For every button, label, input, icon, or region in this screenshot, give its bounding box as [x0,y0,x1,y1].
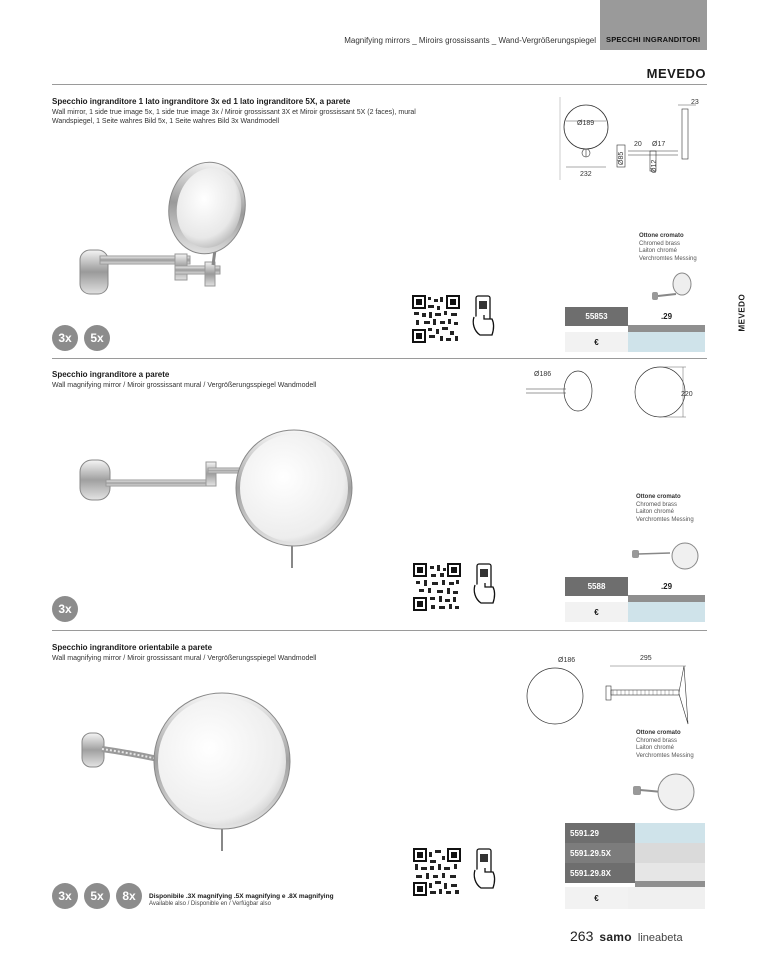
finish-thumbnail [632,772,696,814]
product-title: Specchio ingranditore a parete [52,370,170,379]
product-code: 5588 [565,577,628,596]
qr-code[interactable] [412,295,460,343]
price-currency: € [565,332,628,352]
technical-drawing [526,652,706,727]
product-description: Wall magnifying mirror / Miroir grossissant mural / Vergrößerungsspiegel Wandmodell [52,655,317,662]
svg-text:Ø186: Ø186 [534,371,552,378]
price-currency: € [565,887,628,909]
price-currency: € [565,602,628,622]
page-number: 263 [570,928,594,944]
breadcrumb: Magnifying mirrors _ Miroirs grossissants _ Wand-Vergrößerungspiegel [344,36,596,45]
price-cell [628,602,705,622]
price-cell [635,843,705,863]
svg-text:232: 232 [580,171,592,178]
finish-code: .29 [660,312,673,321]
price-cell [628,332,705,352]
phone-scan-icon [471,848,497,890]
finish-thumbnail [650,272,694,302]
product-image [78,428,358,573]
price-cell [635,863,705,883]
technical-drawing [560,95,705,185]
finish-bar [628,595,705,602]
product-code: 5591.29 [565,823,635,843]
svg-text:23: 23 [691,99,699,106]
svg-text:295: 295 [640,655,652,662]
divider [52,358,707,359]
finish-info: Ottone cromato Chromed brass Laiton chromé Verchromtes Messing [639,233,697,262]
qr-code[interactable] [413,563,461,611]
finish-thumbnail [630,540,700,572]
magnification-badge: 5x [84,883,110,909]
collection-title: MEVEDO [646,66,706,81]
product-description: Wandspiegel, 1 Seite wahres Bild 5x, 1 Seite wahres Bild 3x Wandmodell [52,118,280,125]
finish-bar [628,325,705,332]
phone-scan-icon [470,295,496,337]
product-title: Specchio ingranditore 1 lato ingranditore 3x ed 1 lato ingranditore 5X, a parete [52,97,351,106]
footer [570,928,683,944]
svg-text:Ø85: Ø85 [618,151,625,165]
svg-text:Ø189: Ø189 [577,120,595,127]
divider [52,84,707,85]
magnification-badge: 3x [52,596,78,622]
magnification-badge: 8x [116,883,142,909]
product-code: 5591.29.8X [565,863,635,883]
availability-note: Disponibile .3X magnifying .5X magnifying e .8X magnifying Available also / Disponible en / Verfügbar also [149,893,334,907]
category-label: SPECCHI INGRANDITORI [606,35,701,44]
finish-info: Ottone cromato Chromed brass Laiton chromé Verchromtes Messing [636,494,694,523]
price-cell [628,887,705,909]
svg-text:20: 20 [634,141,642,148]
svg-text:Ø17: Ø17 [652,141,666,148]
product-code: 5591.29.5X [565,843,635,863]
svg-text:220: 220 [681,391,693,398]
technical-drawing [526,365,706,425]
product-image [80,693,295,853]
price-cell [635,823,705,843]
product-description: Wall mirror, 1 side true image 5x, 1 side true image 3x / Miroir grossissant 3X et Miroir grossissant 5X (2 faces), mural [52,109,416,116]
svg-text:Ø12: Ø12 [651,159,658,173]
finish-code: .29 [660,582,673,591]
product-image [75,150,265,300]
brand-logo: samo [599,930,632,944]
magnification-badge: 5x [84,325,110,351]
qr-code[interactable] [413,848,461,896]
magnification-badge: 3x [52,883,78,909]
svg-text:Ø186: Ø186 [558,657,576,664]
product-code: 55853 [565,307,628,326]
category-tab [600,0,707,50]
product-title: Specchio ingranditore orientabile a parete [52,643,213,652]
product-description: Wall magnifying mirror / Miroir grossissant mural / Vergrößerungsspiegel Wandmodell [52,382,317,389]
sub-brand: lineabeta [637,932,683,944]
finish-info: Ottone cromato Chromed brass Laiton chromé Verchromtes Messing [636,730,694,759]
magnification-badge: 3x [52,325,78,351]
side-label: MEVEDO [737,293,747,332]
phone-scan-icon [471,563,497,605]
divider [52,630,707,631]
